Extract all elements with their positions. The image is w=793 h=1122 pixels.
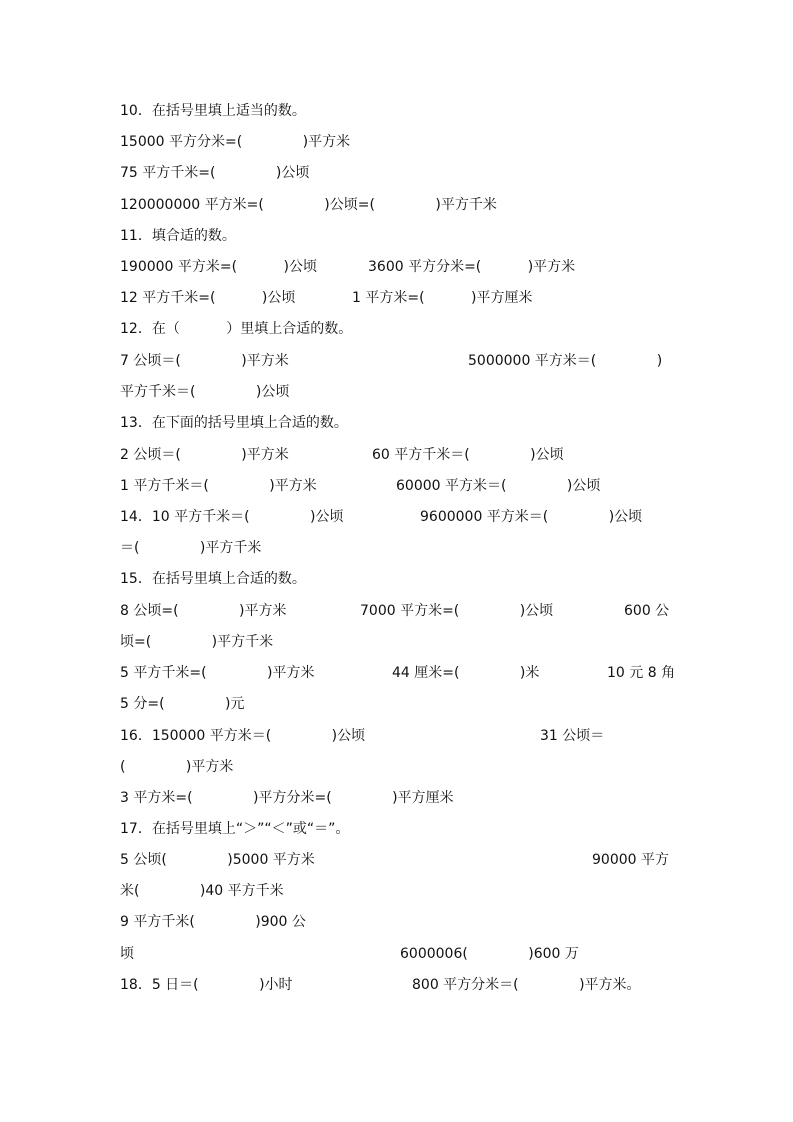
line-text: 60 平方千米＝( )公顷 — [372, 447, 564, 463]
line-text: 120000000 平方米=( )公顷=( )平方千米 — [120, 197, 497, 213]
question-heading — [0, 318, 793, 340]
line-text: 16．150000 平方米＝( )公顷 — [120, 728, 366, 744]
question-line — [0, 444, 793, 466]
line-text: 5 公顷( )5000 平方米 — [120, 852, 315, 868]
line-text: 7 公顷＝( )平方米 — [120, 353, 289, 369]
question-line — [0, 974, 793, 996]
question-line — [0, 849, 793, 871]
question-line — [0, 475, 793, 497]
question-heading — [0, 100, 793, 122]
question-line — [0, 631, 793, 653]
question-line — [0, 131, 793, 153]
question-line — [0, 256, 793, 278]
question-line — [0, 287, 793, 309]
question-line — [0, 194, 793, 216]
question-line — [0, 162, 793, 184]
line-text: 9 平方千米( )900 公 — [120, 914, 306, 930]
question-line — [0, 381, 793, 403]
line-text: 10 元 8 角 — [607, 665, 676, 681]
line-text: 3600 平方分米=( )平方米 — [368, 259, 576, 275]
line-text: 6000006( )600 万 — [400, 946, 579, 962]
question-line — [0, 880, 793, 902]
line-text: 7000 平方米=( )公顷 — [360, 603, 554, 619]
line-text: 90000 平方 — [592, 852, 669, 868]
question-line — [0, 506, 793, 528]
line-text: 2 公顷＝( )平方米 — [120, 447, 289, 463]
question-line — [0, 756, 793, 778]
line-text: 15．在括号里填上合适的数。 — [120, 571, 306, 587]
line-text: ＝( )平方千米 — [120, 540, 262, 556]
line-text: 60000 平方米＝( )公顷 — [396, 478, 601, 494]
line-text: 米( )40 平方千米 — [120, 883, 284, 899]
line-text: 3 平方米=( )平方分米=( )平方厘米 — [120, 790, 454, 806]
question-line — [0, 693, 793, 715]
question-line — [0, 350, 793, 372]
line-text: 顷 — [120, 946, 134, 962]
line-text: 12 平方千米=( )公顷 — [120, 290, 296, 306]
line-text: 15000 平方分米=( )平方米 — [120, 134, 351, 150]
line-text: 44 厘米=( )米 — [392, 665, 540, 681]
line-text: 1 平方米=( )平方厘米 — [352, 290, 533, 306]
question-line — [0, 911, 793, 933]
question-line — [0, 943, 793, 965]
question-heading — [0, 568, 793, 590]
question-heading — [0, 818, 793, 840]
question-line — [0, 537, 793, 559]
line-text: 1 平方千米＝( )平方米 — [120, 478, 317, 494]
line-text: 5 平方千米=( )平方米 — [120, 665, 315, 681]
line-text: ( )平方米 — [120, 759, 234, 775]
line-text: 顷=( )平方千米 — [120, 634, 274, 650]
line-text: 14．10 平方千米＝( )公顷 — [120, 509, 344, 525]
line-text: 190000 平方米=( )公顷 — [120, 259, 317, 275]
line-text: 75 平方千米=( )公顷 — [120, 165, 310, 181]
line-text: 平方千米＝( )公顷 — [120, 384, 290, 400]
question-heading — [0, 225, 793, 247]
line-text: 5 分=( )元 — [120, 696, 245, 712]
line-text: 5000000 平方米＝( ) — [468, 353, 663, 369]
question-heading — [0, 412, 793, 434]
line-text: 12．在（ ）里填上合适的数。 — [120, 321, 353, 337]
line-text: 10．在括号里填上适当的数。 — [120, 103, 306, 119]
line-text: 8 公顷=( )平方米 — [120, 603, 287, 619]
line-text: 11．填合适的数。 — [120, 228, 236, 244]
question-line — [0, 600, 793, 622]
line-text: 13．在下面的括号里填上合适的数。 — [120, 415, 348, 431]
line-text: 600 公 — [624, 603, 670, 619]
line-text: 18．5 日＝( )小时 — [120, 977, 293, 993]
line-text: 31 公顷＝ — [540, 728, 605, 744]
line-text: 9600000 平方米＝( )公顷 — [420, 509, 643, 525]
line-text: 800 平方分米＝( )平方米。 — [412, 977, 641, 993]
question-line — [0, 725, 793, 747]
question-line — [0, 787, 793, 809]
question-line — [0, 662, 793, 684]
line-text: 17．在括号里填上“＞”“＜”或“＝”。 — [120, 821, 350, 837]
